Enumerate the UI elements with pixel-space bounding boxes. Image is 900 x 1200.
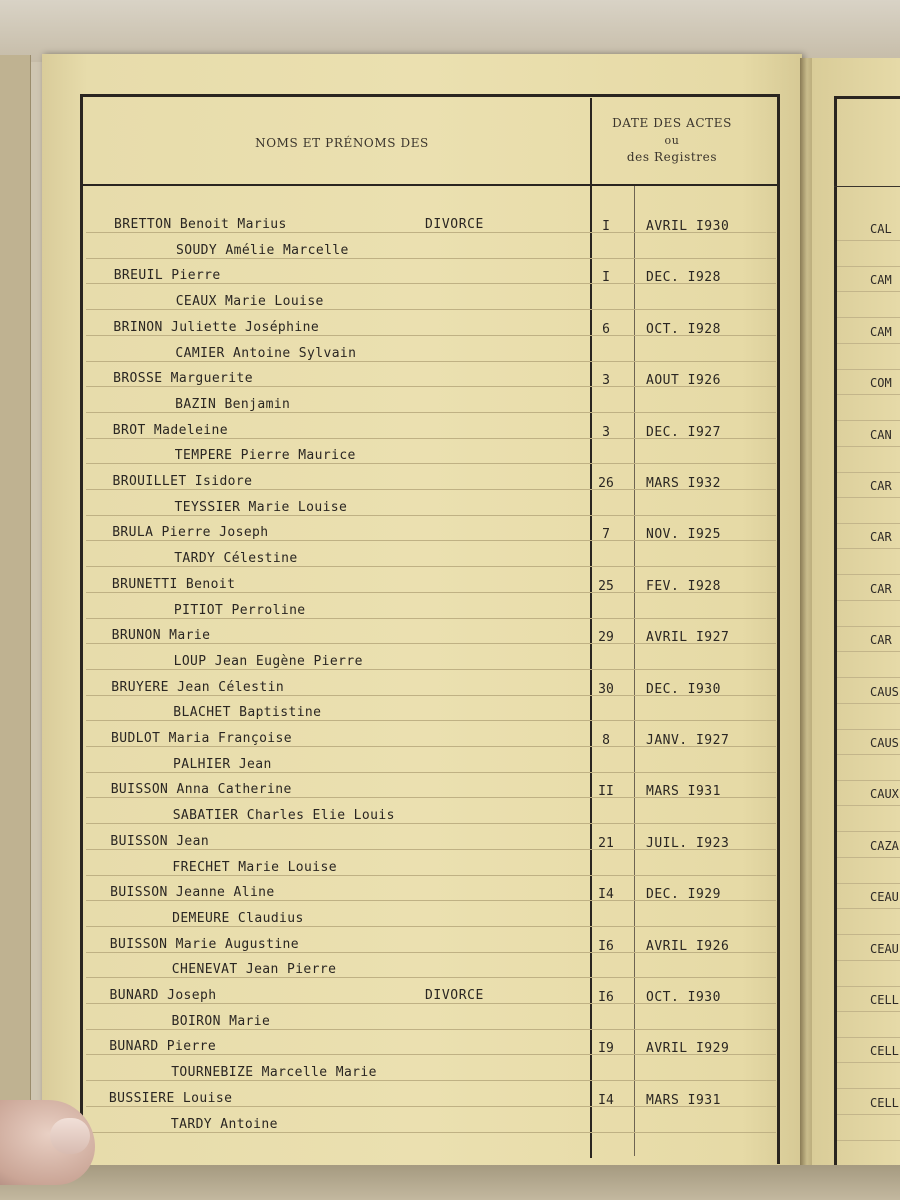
background-top (0, 0, 900, 62)
secondary-name: TARDY Antoine (170, 1116, 278, 1132)
secondary-name: CAMIER Antoine Sylvain (175, 345, 357, 361)
act-day: I4 (598, 887, 614, 903)
act-day: 30 (598, 681, 614, 697)
secondary-name: DEMEURE Claudius (172, 910, 304, 926)
act-month-year: DEC. I930 (646, 681, 721, 697)
divorce-note: DIVORCE (425, 988, 484, 1003)
secondary-name: SOUDY Amélie Marcelle (176, 242, 349, 258)
thumbnail (50, 1118, 90, 1154)
secondary-name: TARDY Célestine (174, 551, 298, 567)
next-page-name-fragment: CELL (870, 993, 899, 1007)
next-page-name-fragment: CAL (870, 222, 892, 236)
primary-name: BUNARD Joseph (109, 988, 217, 1003)
primary-name: BRUNETTI Benoit (111, 576, 236, 592)
act-month-year: OCT. I928 (646, 321, 721, 337)
act-day: 6 (602, 321, 610, 337)
act-month-year: DEC. I928 (646, 270, 721, 286)
secondary-name: FRECHET Marie Louise (172, 859, 337, 875)
act-day: 7 (602, 527, 610, 543)
act-month-year: OCT. I930 (646, 990, 721, 1005)
primary-name: BRINON Juliette Joséphine (113, 319, 320, 335)
secondary-name: PALHIER Jean (173, 756, 272, 772)
act-day: 3 (602, 424, 610, 440)
secondary-name: LOUP Jean Eugène Pierre (173, 653, 363, 669)
next-page-name-fragment: CAUS (870, 736, 899, 750)
primary-name: BUNARD Pierre (109, 1039, 217, 1055)
primary-name: BUDLOT Maria Françoise (111, 731, 292, 746)
secondary-name: CEAUX Marie Louise (175, 294, 324, 310)
act-month-year: FEV. I928 (646, 578, 721, 594)
secondary-name: BAZIN Benjamin (175, 396, 291, 412)
next-page-name-fragment: CELL (870, 1095, 899, 1110)
act-month-year: AVRIL I927 (646, 630, 730, 646)
act-month-year: JANV. I927 (646, 733, 730, 748)
next-page-name-fragment: CAR (870, 479, 892, 493)
next-page-name-fragment: CAZA (870, 838, 899, 853)
header-date-line3: des Registres (626, 150, 718, 164)
act-month-year: JUIL. I923 (646, 835, 730, 851)
binder-cover-edge (0, 55, 31, 1185)
act-month-year: AVRIL I930 (646, 219, 730, 234)
background-bottom (0, 1165, 900, 1200)
next-page-name-fragment: CEAU (870, 890, 899, 905)
act-day: 29 (598, 630, 614, 646)
secondary-name: PITIOT Perroline (173, 602, 306, 618)
act-month-year: MARS I932 (646, 476, 721, 491)
act-month-year: DEC. I929 (646, 887, 721, 903)
act-day: I6 (598, 938, 614, 954)
header-date-line1: DATE DES ACTES (612, 116, 732, 130)
act-month-year: AOUT I926 (646, 373, 721, 389)
next-page-edge (812, 58, 900, 1170)
next-page-name-fragment: CEAU (870, 941, 899, 956)
act-day: II (598, 784, 614, 800)
next-page-name-fragment: CAM (870, 324, 892, 339)
act-day: 25 (598, 578, 614, 594)
next-page-name-fragment: CAR (870, 530, 892, 545)
secondary-name: BOIRON Marie (171, 1013, 271, 1029)
primary-name: BRULA Pierre Joseph (112, 525, 269, 541)
header-date-line2: ou (664, 134, 680, 147)
primary-name: BROUILLET Isidore (112, 474, 253, 489)
primary-name: BROT Madeleine (112, 422, 228, 438)
secondary-name: SABATIER Charles Elie Louis (172, 808, 395, 824)
primary-name: BUISSON Jean (110, 833, 210, 849)
next-page-name-fragment: CAUX (870, 787, 899, 802)
primary-name: BRUYERE Jean Célestin (111, 679, 285, 695)
secondary-name: TEYSSIER Marie Louise (174, 499, 348, 515)
next-page-name-fragment: COM (870, 376, 892, 391)
primary-name: BROSSE Marguerite (113, 371, 253, 387)
next-page-name-fragment: CAM (870, 273, 892, 288)
act-day: 3 (602, 373, 610, 389)
act-day: I4 (598, 1092, 614, 1108)
secondary-name: CHENEVAT Jean Pierre (171, 962, 337, 978)
next-page-name-fragment: CAUS (870, 684, 899, 699)
header-names-column: NOMS ET PRÉNOMS DES (255, 136, 429, 150)
primary-name: BREUIL Pierre (113, 268, 221, 284)
act-day: I (602, 270, 610, 286)
next-page-name-fragment: CAN (870, 427, 892, 442)
ledger-page (42, 54, 802, 1174)
secondary-name: TEMPERE Pierre Maurice (174, 448, 356, 464)
act-day: 21 (598, 835, 614, 851)
act-day: I9 (598, 1041, 614, 1057)
act-day: 26 (598, 476, 614, 491)
primary-name: BUISSON Anna Catherine (110, 782, 292, 798)
next-page-name-fragment: CELL (870, 1044, 899, 1059)
next-page-name-fragment: CAR (870, 581, 892, 596)
secondary-name: BLACHET Baptistine (173, 705, 322, 721)
next-page-name-fragment: CAR (870, 633, 892, 648)
act-month-year: AVRIL I929 (646, 1041, 730, 1057)
primary-name: BUSSIERE Louise (108, 1090, 233, 1106)
divorce-note: DIVORCE (425, 217, 484, 232)
act-month-year: MARS I931 (646, 1092, 721, 1108)
primary-name: BUISSON Jeanne Aline (110, 885, 275, 901)
secondary-name: TOURNEBIZE Marcelle Marie (171, 1065, 377, 1081)
primary-name: BRUNON Marie (111, 628, 211, 644)
act-month-year: DEC. I927 (646, 424, 721, 440)
act-month-year: AVRIL I926 (646, 938, 730, 954)
act-day: 8 (602, 733, 610, 748)
act-month-year: NOV. I925 (646, 527, 721, 543)
act-day: I6 (598, 990, 614, 1005)
primary-name: BRETTON Benoit Marius (114, 217, 287, 232)
act-month-year: MARS I931 (646, 784, 721, 800)
act-day: I (602, 219, 610, 234)
primary-name: BUISSON Marie Augustine (109, 936, 300, 952)
